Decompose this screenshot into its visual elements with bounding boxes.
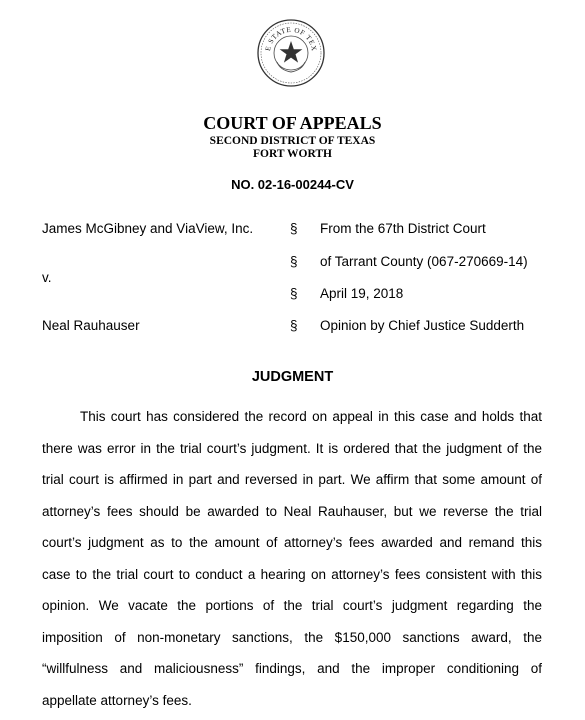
opinion-author: Opinion by Chief Justice Sudderth — [320, 318, 525, 333]
appellee-name: Neal Rauhauser — [42, 318, 140, 333]
paragraph-line: opinion. We vacate the portions of the trial court’s judgment regarding the — [42, 598, 542, 613]
judgment-heading: JUDGMENT — [251, 369, 334, 385]
section-symbol: § — [290, 221, 298, 236]
svg-text:THE STATE OF TEXAS: E STATE OF TEX — [264, 25, 319, 53]
section-symbol: § — [290, 318, 298, 333]
section-symbol: § — [290, 254, 298, 269]
court-name: COURT OF APPEALS — [203, 113, 382, 133]
court-city: FORT WORTH — [253, 148, 332, 160]
trial-court-line: From the 67th District Court — [320, 221, 486, 236]
appellants-name: James McGibney and ViaView, Inc. — [42, 221, 254, 236]
texas-state-seal-icon — [256, 18, 326, 88]
paragraph-line: “willfulness and maliciousness” findings, and the improper conditioning of — [42, 661, 542, 676]
paragraph-line: trial court is affirmed in part and reversed in part. We affirm that some amount of — [42, 472, 542, 487]
paragraph-line: appellate attorney’s fees. — [42, 692, 192, 708]
versus-label: v. — [42, 270, 52, 285]
section-symbol: § — [290, 286, 298, 301]
judgment-paragraph — [42, 401, 542, 716]
paragraph-line: attorney’s fees should be awarded to Neal Rauhauser, but we reverse the trial — [42, 503, 542, 519]
paragraph-line: This court has considered the record on appeal in this case and holds that — [80, 409, 542, 424]
docket-number: NO. 02-16-00244-CV — [231, 177, 354, 192]
court-district: SECOND DISTRICT OF TEXAS — [209, 135, 376, 147]
paragraph-line: court’s judgment as to the amount of attorney’s fees awarded and remand this — [42, 535, 542, 550]
county-line: of Tarrant County (067-270669-14) — [320, 254, 528, 269]
paragraph-line: case to the trial court to conduct a hearing on attorney’s fees consistent with this — [42, 566, 542, 582]
paragraph-line: there was error in the trial court’s judgment. It is ordered that the judgment of the — [42, 440, 542, 456]
judgment-date: April 19, 2018 — [320, 286, 404, 301]
paragraph-line: imposition of non-monetary sanctions, the $150,000 sanctions award, the — [42, 629, 542, 645]
